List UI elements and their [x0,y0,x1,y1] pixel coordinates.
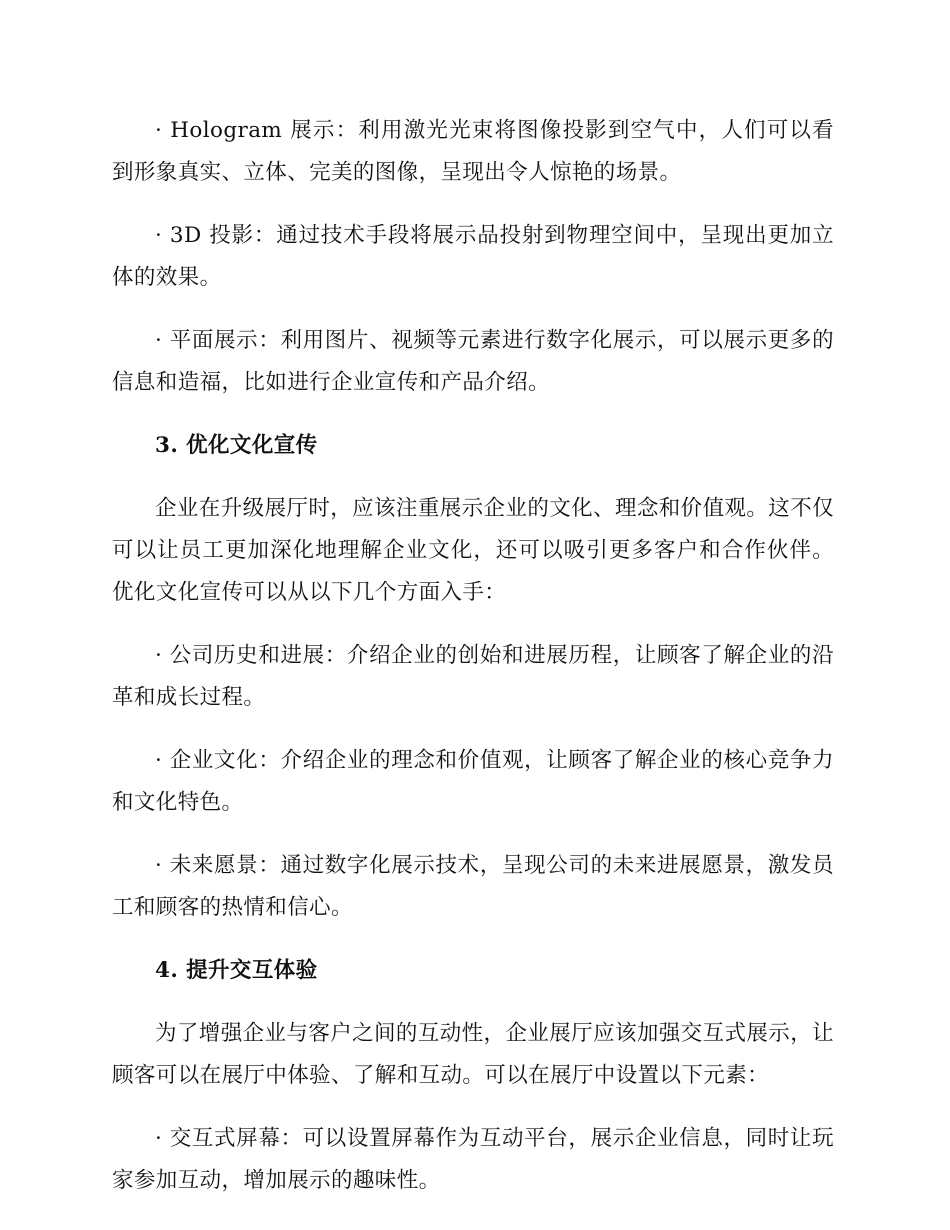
paragraph-culture-intro: 企业在升级展厅时，应该注重展示企业的文化、理念和价值观。这不仅可以让员工更加深化地理解企业文化，还可以吸引更多客户和合作伙伴。优化文化宣传可以从以下几个方面入手： [112,496,834,605]
heading-culture-promotion: 3. 优化文化宣传 [155,433,318,458]
paragraph-interaction-intro: 为了增强企业与客户之间的互动性，企业展厅应该加强交互式展示，让顾客可以在展厅中体验、了解和互动。可以在展厅中设置以下元素： [112,1021,834,1088]
bullet-interactive-screen: · 交互式屏幕：可以设置屏幕作为互动平台，展示企业信息，同时让玩家参加互动，增加展示的趣味性。 [112,1126,834,1193]
bullet-company-history: · 公司历史和进展：介绍企业的创始和进展历程，让顾客了解企业的沿革和成长过程。 [112,643,834,710]
bullet-corporate-culture: · 企业文化：介绍企业的理念和价值观，让顾客了解企业的核心竞争力和文化特色。 [112,748,834,815]
bullet-hologram: · Hologram 展示：利用激光光束将图像投影到空气中，人们可以看到形象真实、立体、完美的图像，呈现出令人惊艳的场景。 [112,118,834,185]
document-body [112,110,834,1223]
bullet-future-vision: · 未来愿景：通过数字化展示技术，呈现公司的未来进展愿景，激发员工和顾客的热情和信心。 [112,853,834,920]
bullet-3d-projection: · 3D 投影：通过技术手段将展示品投射到物理空间中，呈现出更加立体的效果。 [112,223,834,290]
heading-interactive-experience: 4. 提升交互体验 [155,958,318,983]
bullet-flat-display: · 平面展示：利用图片、视频等元素进行数字化展示，可以展示更多的信息和造福，比如进行企业宣传和产品介绍。 [112,328,834,395]
